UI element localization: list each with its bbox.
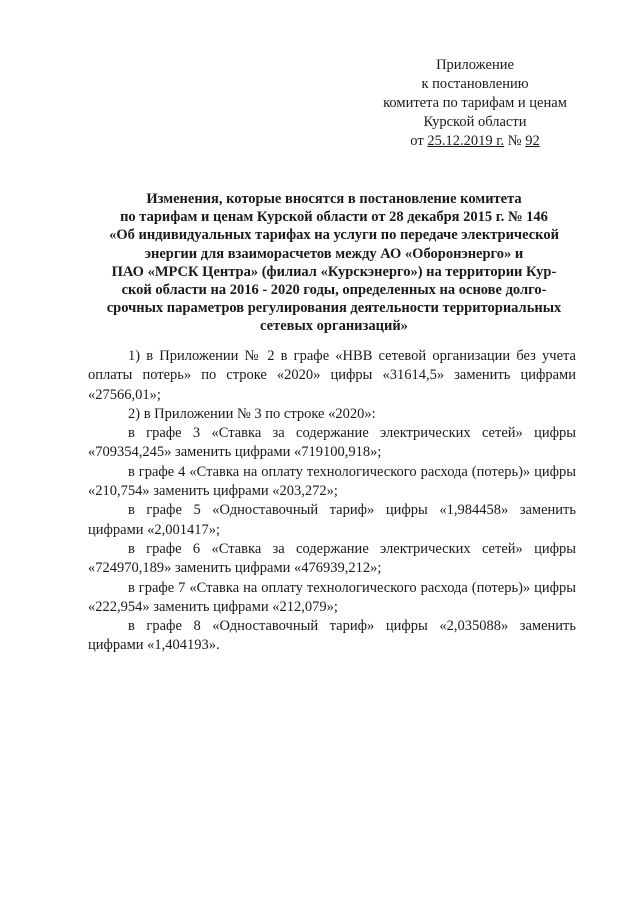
title-line: энергии для взаиморасчетов между АО «Оборонэнерго» и (144, 245, 524, 262)
resolution-number: 92 (525, 133, 540, 149)
appendix-header (380, 56, 570, 151)
document-title (88, 190, 580, 336)
appendix-line-1: Приложение (436, 57, 514, 73)
title-line: Изменения, которые вносятся в постановление комитета (146, 191, 522, 207)
appendix-line-3: комитета по тарифам и ценам (383, 95, 567, 111)
paragraph-item-2: 2) в Приложении № 3 по строке «2020»: (128, 405, 376, 422)
title-line: сетевых организаций» (260, 318, 408, 335)
title-line: по тарифам и ценам Курской области от 28 декабря 2015 г. № 146 (120, 209, 548, 226)
appendix-line-4: Курской области (423, 114, 527, 130)
resolution-date: 25.12.2019 г. (427, 133, 505, 149)
appendix-line-2: к постановлению (421, 76, 529, 92)
paragraph-column-4: в графе 4 «Ставка на оплату технологического расхода (потерь)» цифры «210,754» заменить цифрами «203,272»; (88, 463, 576, 500)
appendix-date-line (380, 132, 570, 151)
paragraph-column-6: в графе 6 «Ставка за содержание электрических сетей» цифры «724970,189» заменить цифрами «476939,212»; (88, 540, 576, 577)
date-prefix: от (410, 133, 428, 149)
number-prefix: № (504, 133, 526, 149)
paragraph-column-3: в графе 3 «Ставка за содержание электрических сетей» цифры «709354,245» заменить цифрами «719100,918»; (88, 425, 576, 461)
title-line: срочных параметров регулирования деятельности территориальных (106, 300, 562, 317)
title-line: ПАО «МРСК Центра» (филиал «Курскэнерго») на территории Кур- (111, 263, 557, 280)
paragraph-column-8: в графе 8 «Одноставочный тариф» цифры «2,035088» заменить цифрами «1,404193». (88, 618, 576, 654)
paragraph-column-7: в графе 7 «Ставка на оплату технологического расхода (потерь)» цифры «222,954» заменить цифрами «212,079»; (88, 579, 576, 615)
paragraph-item-1: 1) в Приложении № 2 в графе «НВВ сетевой организации без учета оплаты потерь» по строке «2020» цифры «31614,5» заменить цифрами «27566,01»; (88, 348, 576, 403)
title-line: «Об индивидуальных тарифах на услуги по передаче электрической (109, 227, 559, 244)
title-line: ской области на 2016 - 2020 годы, определенных на основе долго- (121, 282, 547, 299)
document-body (88, 347, 576, 656)
paragraph-column-5: в графе 5 «Одноставочный тариф» цифры «1,984458» заменить цифрами «2,001417»; (88, 502, 576, 538)
